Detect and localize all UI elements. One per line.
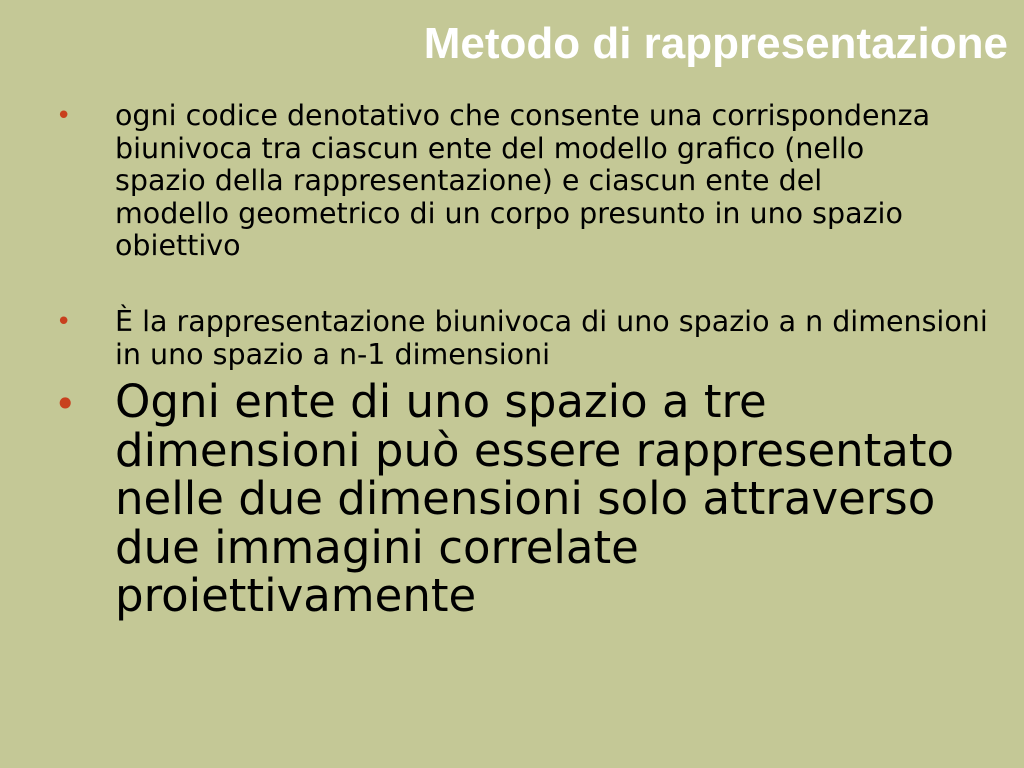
bullet-text: Ogni ente di uno spazio a tre dimensioni può essere rappresentato nelle due dimensioni solo attraverso due immagini correlate proiettivamente bbox=[115, 375, 955, 622]
slide-title: Metodo di rappresentazione bbox=[423, 19, 1008, 68]
bullet-text: ogni codice denotativo che consente una corrispondenza biunivoca tra ciascun ente del modello grafico (nello spazio della rappresentazione) e ciascun ente del modello geometrico di un corpo presunto in uno spazio obiettivo bbox=[115, 99, 931, 262]
bullet-text: È la rappresentazione biunivoca di uno spazio a n dimensioni in uno spazio a n-1 dimensioni bbox=[115, 305, 988, 371]
bullet-marker-icon: • bbox=[54, 382, 77, 426]
bullet-marker-icon: • bbox=[56, 101, 72, 131]
bullet-marker-icon: • bbox=[56, 307, 72, 337]
